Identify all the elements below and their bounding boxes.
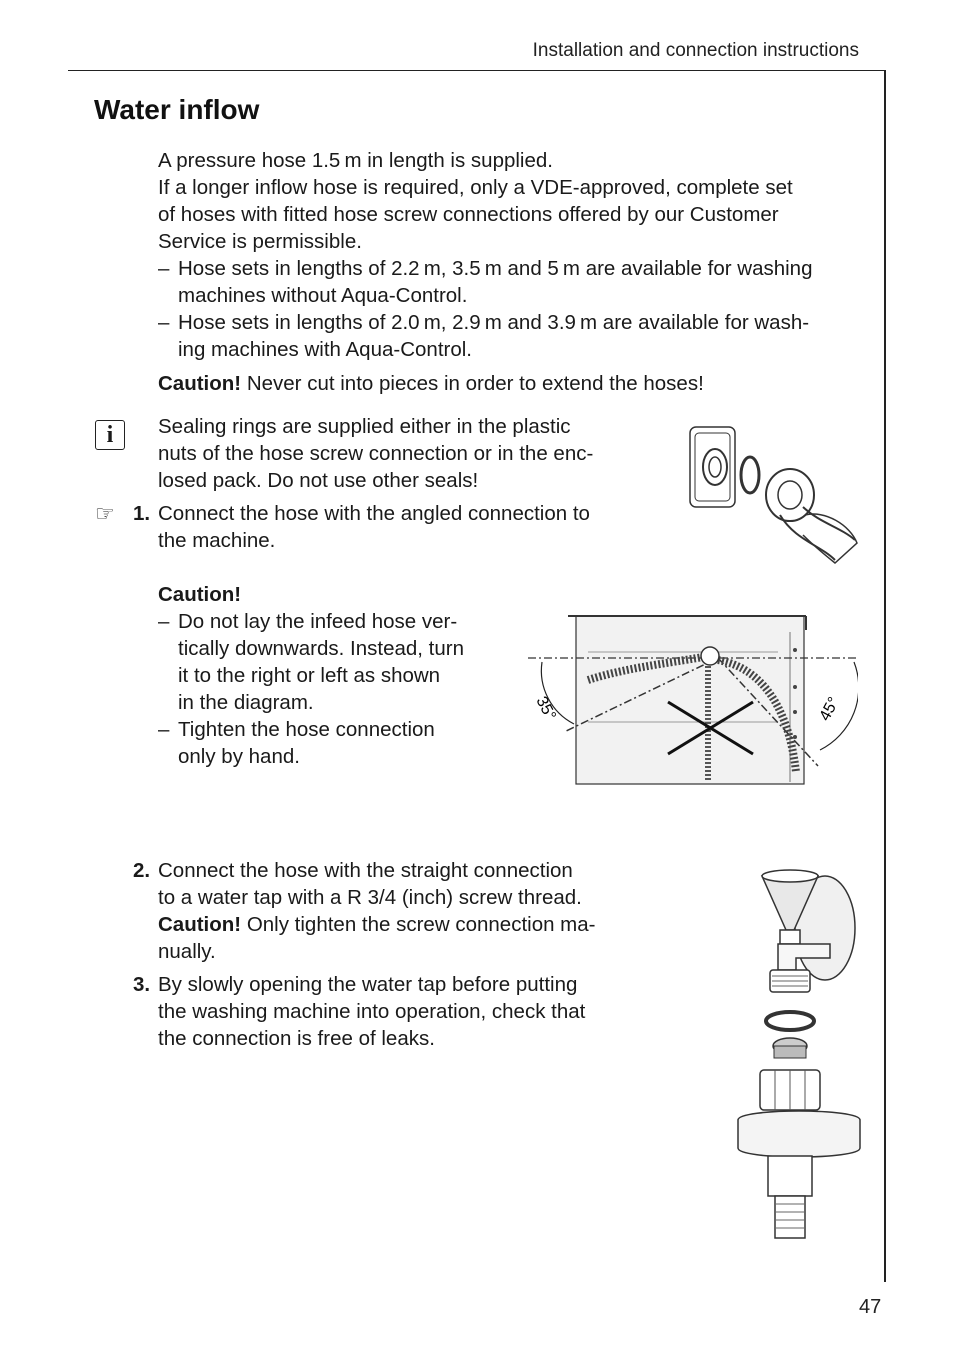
bullet-dash: – [158, 257, 170, 280]
panel-screw [793, 685, 797, 689]
tap-handle-top [762, 870, 818, 882]
info-note [158, 413, 658, 494]
intro-line: of hoses with fitted hose screw connections offered by our Customer [158, 203, 779, 226]
water-tap-illustration [730, 858, 865, 1243]
bullet-line: Hose sets in lengths of 2.0 m, 2.9 m and 3.9 m are available for wash- [178, 311, 810, 334]
caution-label: Caution! [158, 583, 242, 606]
info-icon: i [95, 420, 125, 450]
caution-bullet [158, 716, 498, 770]
bullet-line: in the diagram. [178, 691, 314, 714]
thread-nipple-bore [709, 457, 721, 477]
info-line: Sealing rings are supplied either in the plastic [158, 415, 571, 438]
bullet-line: machines without Aqua-Control. [178, 284, 468, 307]
step-line: Connect the hose with the straight connection [158, 859, 573, 882]
step-number: 2. [133, 859, 151, 882]
step-3-text [158, 971, 658, 1052]
caution-text: Only tighten the screw connection ma- [241, 913, 596, 936]
page-title: Water inflow [94, 94, 260, 125]
panel-screw [793, 648, 797, 652]
step-line: the connection is free of leaks. [158, 1027, 435, 1050]
wall-plate-inner [695, 433, 730, 501]
aqua-control-valve [738, 1111, 860, 1157]
hose-set-bullet [158, 255, 858, 309]
bullet-line: tically downwards. Instead, turn [178, 637, 464, 660]
step-2-text [158, 857, 658, 965]
angle-label-left: 35° [532, 693, 559, 724]
filter-sieve-body [774, 1046, 806, 1058]
bullet-line: Hose sets in lengths of 2.2 m, 3.5 m and 5 m are available for washing [178, 257, 813, 280]
wall-plate [690, 427, 735, 507]
angle-label-right: 45° [816, 694, 843, 724]
bullet-dash: – [158, 718, 170, 741]
intro-line: Service is permissible. [158, 230, 362, 253]
intro-line: A pressure hose 1.5 m in length is supplied. [158, 149, 553, 172]
sealing-ring [766, 1012, 814, 1030]
step-1-text [158, 500, 648, 554]
bullet-dash: – [158, 610, 170, 633]
info-line: losed pack. Do not use other seals! [158, 469, 479, 492]
margin-rule [884, 70, 886, 1282]
page-number: 47 [859, 1296, 882, 1318]
bullet-line: only by hand. [178, 745, 300, 768]
hose-set-bullet [158, 309, 858, 363]
bullet-line: ing machines with Aqua-Control. [178, 338, 472, 361]
step-line: the machine. [158, 529, 276, 552]
panel-screw [793, 710, 797, 714]
bullet-line: it to the right or left as shown [178, 664, 441, 687]
hose-angle-diagram [528, 612, 858, 787]
tap-spindle [780, 930, 800, 944]
panel-screw [793, 735, 797, 739]
bullet-line: Do not lay the infeed hose ver- [178, 610, 458, 633]
bullet-line: Tighten the hose connection [178, 718, 435, 741]
bullet-dash: – [158, 311, 170, 334]
caution-label: Caution! [158, 913, 242, 936]
caution-note [158, 370, 858, 397]
hose-nut-bore [778, 481, 802, 509]
hose-seal-illustration [685, 415, 865, 565]
hose-nut [766, 469, 814, 521]
step-1-caution [158, 581, 498, 770]
caution-note [158, 911, 658, 938]
hose-connector [701, 647, 719, 665]
intro-line: If a longer inflow hose is required, only a VDE-approved, complete set [158, 176, 793, 199]
running-head: Installation and connection instructions [532, 40, 859, 61]
caution-text: Never cut into pieces in order to extend the hoses! [241, 372, 704, 395]
hose-line [803, 507, 855, 540]
info-line: nuts of the hose screw connection or in the enc- [158, 442, 594, 465]
step-line: Connect the hose with the angled connection to [158, 502, 590, 525]
caution-bullet [158, 608, 498, 716]
caution-text: nually. [158, 940, 216, 963]
step-number: 1. [133, 502, 151, 525]
sealing-ring [741, 457, 759, 493]
thread-nipple [703, 449, 727, 485]
step-line: the washing machine into operation, check that [158, 1000, 586, 1023]
intro-paragraph [158, 147, 858, 397]
step-line: to a water tap with a R 3/4 (inch) screw thread. [158, 886, 582, 909]
pointing-hand-icon: ☞ [95, 501, 115, 526]
step-number: 3. [133, 973, 151, 996]
caution-label: Caution! [158, 372, 242, 395]
valve-thread [775, 1196, 805, 1238]
valve-neck [768, 1156, 812, 1196]
step-line: By slowly opening the water tap before putting [158, 973, 578, 996]
header-rule [68, 70, 886, 71]
